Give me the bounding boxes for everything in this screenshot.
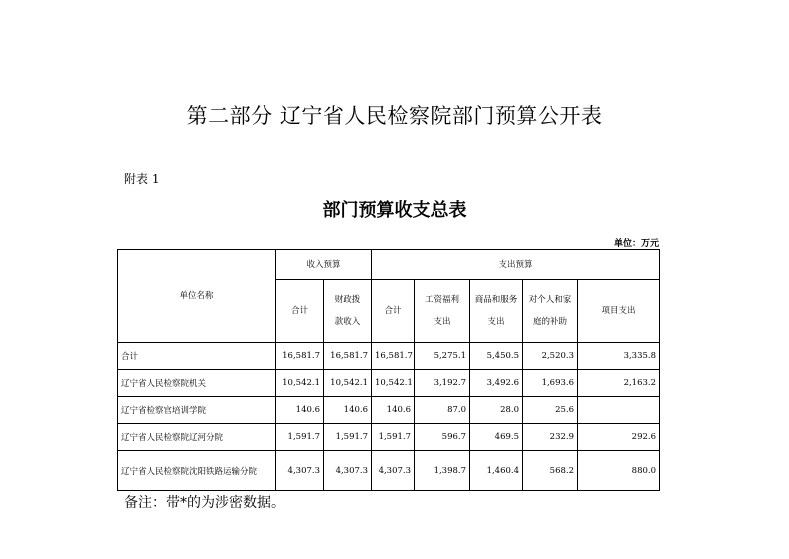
row-expense-total: 4,307.3 <box>372 451 415 491</box>
row-expense-total: 16,581.7 <box>372 343 415 370</box>
header-personal-line2: 庭的补助 <box>533 317 568 327</box>
row-project: 2,163.2 <box>578 370 660 397</box>
unit-label: 单位：万元 <box>614 239 660 249</box>
table-row <box>118 397 660 424</box>
table-row <box>118 424 660 451</box>
row-goods: 5,450.5 <box>470 343 523 370</box>
row-goods: 469.5 <box>470 424 523 451</box>
row-income-total: 1,591.7 <box>276 424 324 451</box>
header-expense-budget: 支出预算 <box>372 250 660 280</box>
header-wage-line1: 工资福利 <box>425 295 460 305</box>
header-wage-line2: 支出 <box>433 317 451 327</box>
page-title: 第二部分 辽宁省人民检察院部门预算公开表 <box>186 104 603 128</box>
row-wage: 1,398.7 <box>415 451 470 491</box>
row-project: 292.6 <box>578 424 660 451</box>
row-income-total: 16,581.7 <box>276 343 324 370</box>
row-unit-name: 辽宁省人民检察院沈阳铁路运输分院 <box>118 451 276 491</box>
row-project <box>578 397 660 424</box>
row-wage: 5,275.1 <box>415 343 470 370</box>
row-unit-name: 辽宁省人民检察院辽河分院 <box>118 424 276 451</box>
row-goods: 3,492.6 <box>470 370 523 397</box>
row-goods: 28.0 <box>470 397 523 424</box>
header-row-1 <box>118 250 660 280</box>
header-fiscal-income <box>324 280 372 343</box>
row-personal: 1,693.6 <box>523 370 578 397</box>
row-expense-total: 10,542.1 <box>372 370 415 397</box>
budget-table <box>117 249 660 491</box>
row-expense-total: 1,591.7 <box>372 424 415 451</box>
row-fiscal: 4,307.3 <box>324 451 372 491</box>
row-fiscal: 140.6 <box>324 397 372 424</box>
row-fiscal: 10,542.1 <box>324 370 372 397</box>
annex-label: 附表 1 <box>124 172 160 186</box>
table-row <box>118 451 660 491</box>
row-personal: 232.9 <box>523 424 578 451</box>
header-unit-name: 单位名称 <box>118 250 276 343</box>
footnote: 备注：带*的为涉密数据。 <box>124 495 285 511</box>
table-row <box>118 343 660 370</box>
row-goods: 1,460.4 <box>470 451 523 491</box>
row-personal: 2,520.3 <box>523 343 578 370</box>
row-unit-name: 辽宁省人民检察院机关 <box>118 370 276 397</box>
header-expense-total: 合计 <box>372 280 415 343</box>
row-income-total: 10,542.1 <box>276 370 324 397</box>
header-goods <box>470 280 523 343</box>
row-unit-name: 辽宁省检察官培训学院 <box>118 397 276 424</box>
row-wage: 3,192.7 <box>415 370 470 397</box>
header-personal <box>523 280 578 343</box>
header-personal-line1: 对个人和家 <box>528 295 572 305</box>
header-wage <box>415 280 470 343</box>
row-income-total: 140.6 <box>276 397 324 424</box>
header-fiscal-line2: 款收入 <box>334 317 361 327</box>
row-personal: 568.2 <box>523 451 578 491</box>
row-unit-name: 合计 <box>118 343 276 370</box>
table-title: 部门预算收支总表 <box>322 200 467 221</box>
header-goods-line1: 商品和服务 <box>474 295 518 305</box>
row-fiscal: 16,581.7 <box>324 343 372 370</box>
row-personal: 25.6 <box>523 397 578 424</box>
row-income-total: 4,307.3 <box>276 451 324 491</box>
table-row <box>118 370 660 397</box>
row-project: 3,335.8 <box>578 343 660 370</box>
row-project: 880.0 <box>578 451 660 491</box>
row-wage: 596.7 <box>415 424 470 451</box>
header-income-budget: 收入预算 <box>276 250 372 280</box>
header-goods-line2: 支出 <box>487 317 505 327</box>
header-fiscal-line1: 财政拨 <box>334 295 361 305</box>
row-wage: 87.0 <box>415 397 470 424</box>
header-income-total: 合计 <box>276 280 324 343</box>
header-project: 项目支出 <box>578 280 660 343</box>
row-expense-total: 140.6 <box>372 397 415 424</box>
row-fiscal: 1,591.7 <box>324 424 372 451</box>
